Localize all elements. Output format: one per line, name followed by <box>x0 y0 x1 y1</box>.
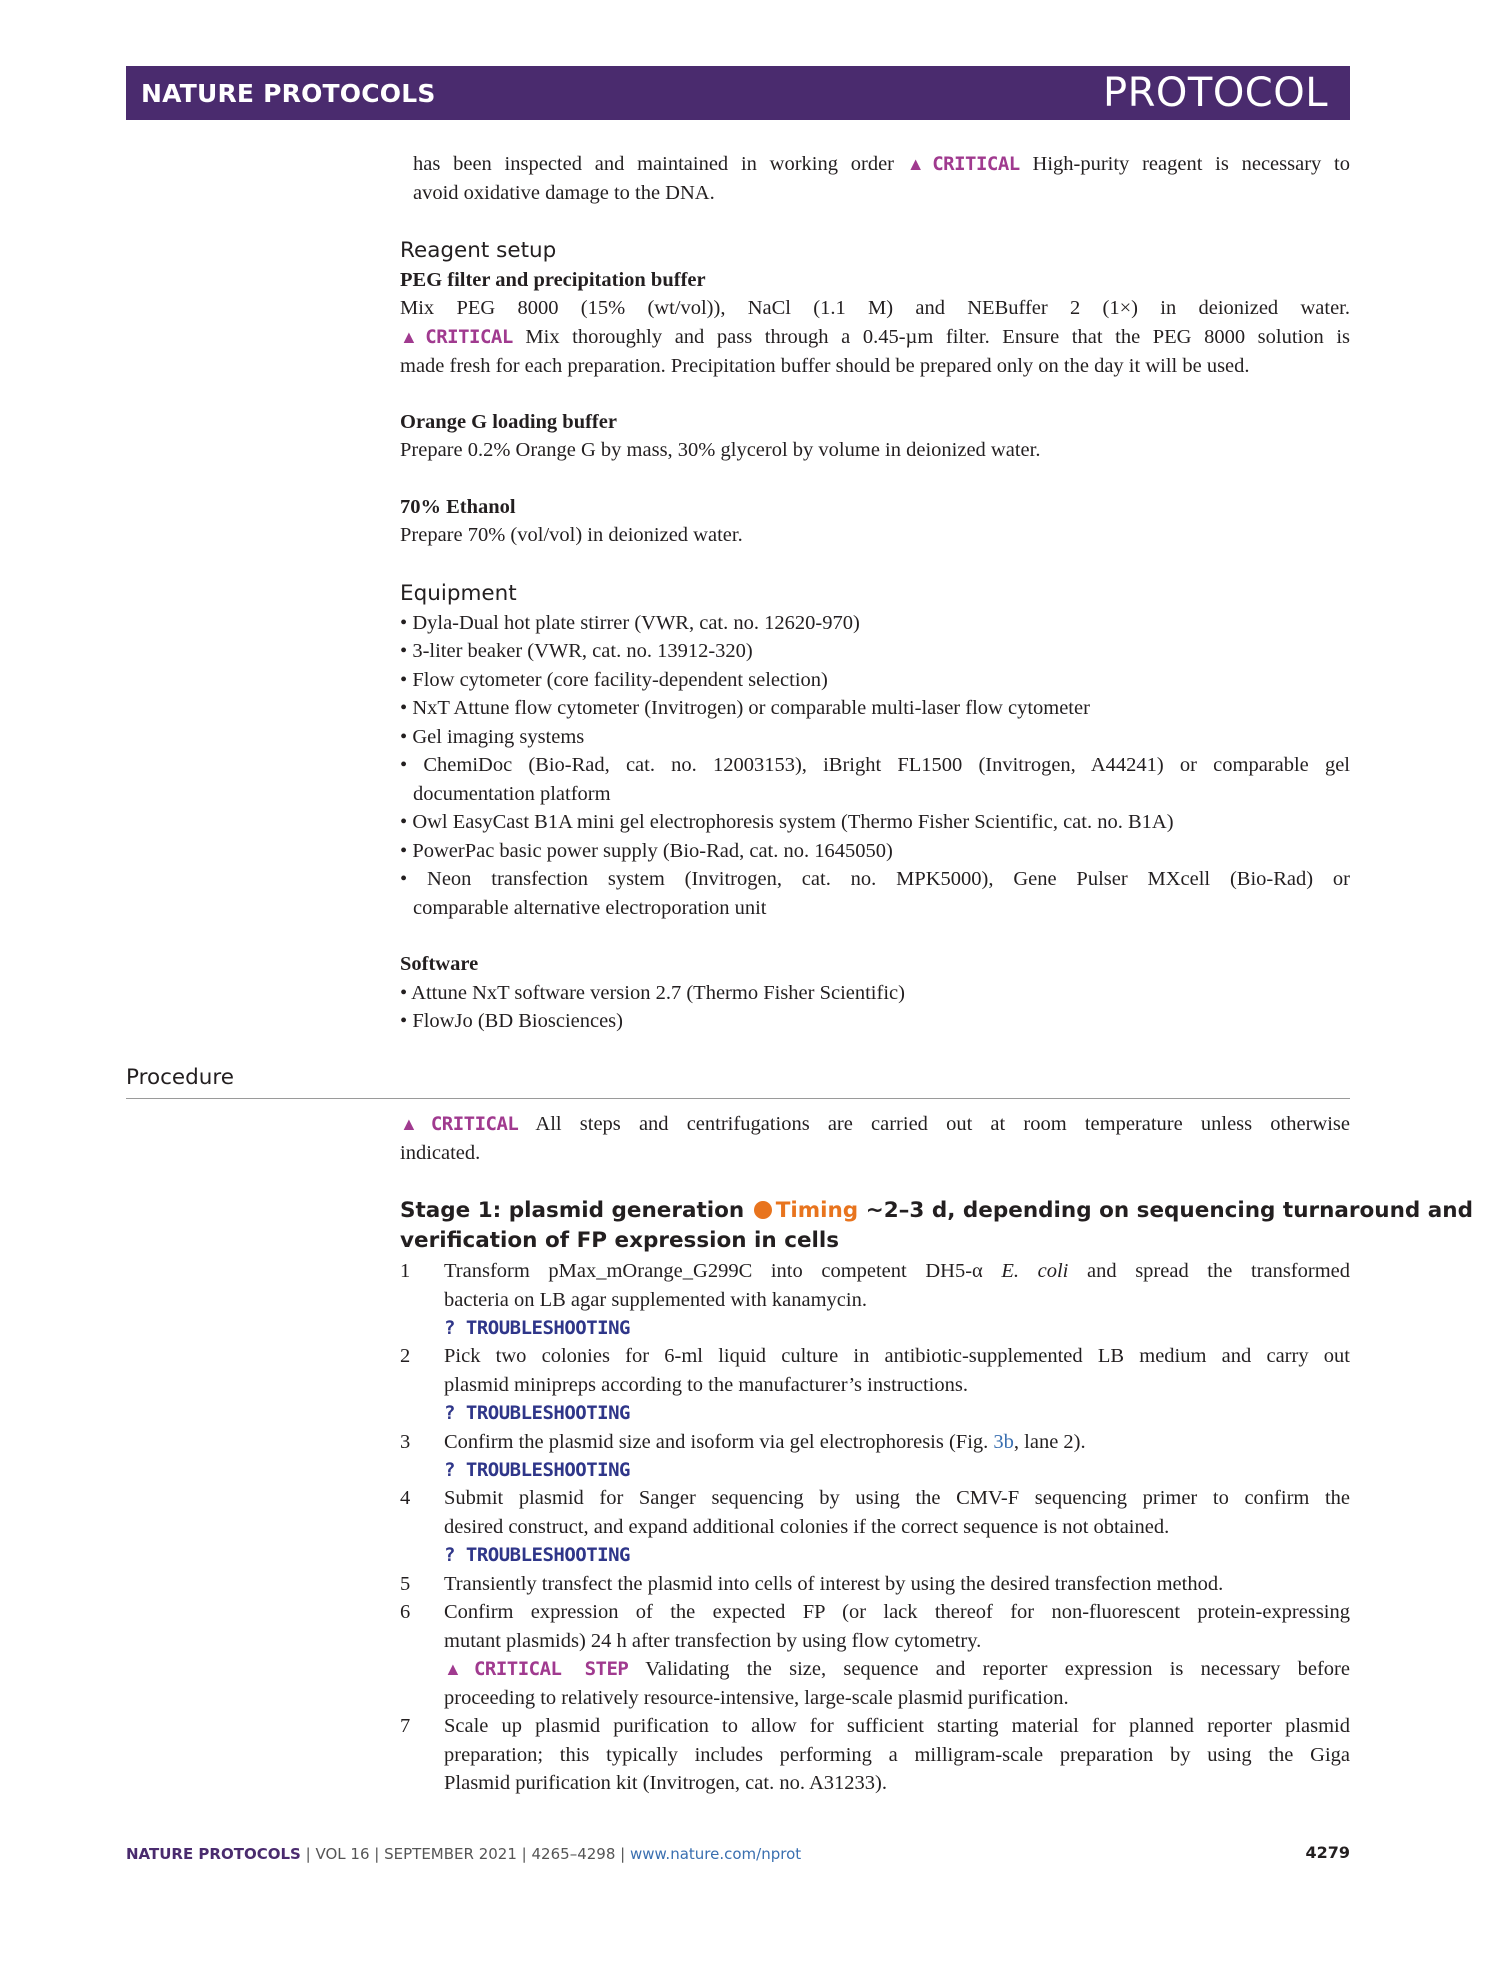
journal-name: NATURE PROTOCOLS <box>141 79 436 108</box>
critical-label: CRITICAL <box>425 326 513 348</box>
peg-line-1: Mix PEG 8000 (15% (wt/vol)), NaCl (1.1 M) and NEBuffer 2 (1×) in deionized water. <box>400 297 1350 319</box>
step-6-line-2: mutant plasmids) 24 h after transfection by using flow cytometry. <box>444 1630 982 1652</box>
step-2-line-2: plasmid minipreps according to the manufacturer’s instructions. <box>444 1374 968 1396</box>
equipment-item-cont: documentation platform <box>413 783 611 805</box>
step-5-line-1: Transiently transfect the plasmid into cells of interest by using the desired transfection method. <box>444 1573 1224 1595</box>
step-number: 6 <box>400 1601 411 1623</box>
journal-header-bar <box>126 66 1350 120</box>
ethanol-title: 70% Ethanol <box>400 496 516 518</box>
equipment-item: • Owl EasyCast B1A mini gel electrophoresis system (Thermo Fisher Scientific, cat. no. B1A) <box>400 811 1174 833</box>
troubleshooting-link[interactable]: ? TROUBLESHOOTING <box>444 1459 630 1481</box>
troubleshooting-link[interactable]: ? TROUBLESHOOTING <box>444 1544 630 1566</box>
orange-g-text: Prepare 0.2% Orange G by mass, 30% glycerol by volume in deionized water. <box>400 439 1041 461</box>
equipment-item: • ChemiDoc (Bio-Rad, cat. no. 12003153), iBright FL1500 (Invitrogen, A44241) or comparable gel <box>400 754 1350 776</box>
step-number: 7 <box>400 1715 411 1737</box>
critical-triangle-icon: ▲ <box>444 1659 474 1679</box>
equipment-heading: Equipment <box>400 581 517 606</box>
step-3-line-1: Confirm the plasmid size and isoform via gel electrophoresis (Fig. 3b, lane 2). <box>444 1431 1086 1453</box>
procedure-critical-line-2: indicated. <box>400 1142 481 1164</box>
footer-citation: NATURE PROTOCOLS | VOL 16 | SEPTEMBER 2021 | 4265–4298 | www.nature.com/nprot <box>126 1845 802 1863</box>
procedure-critical-line-1: ▲CRITICAL All steps and centrifugations are carried out at room temperature unless otherwise <box>400 1113 1350 1135</box>
page-number: 4279 <box>1305 1843 1350 1862</box>
step-6-line-1: Confirm expression of the expected FP (or lack thereof for non-fluorescent protein-expressing <box>444 1601 1350 1623</box>
article-type: PROTOCOL <box>1102 70 1328 116</box>
stage-1-heading-line-2: verification of FP expression in cells <box>400 1228 840 1253</box>
ethanol-text: Prepare 70% (vol/vol) in deionized water. <box>400 524 743 546</box>
equipment-item: • Flow cytometer (core facility-dependent selection) <box>400 669 828 691</box>
critical-triangle-icon: ▲ <box>400 327 426 347</box>
step-number: 4 <box>400 1487 411 1509</box>
equipment-item: • Gel imaging systems <box>400 726 585 748</box>
software-heading: Software <box>400 953 479 975</box>
critical-label: CRITICAL <box>430 1113 519 1135</box>
equipment-item-cont: comparable alternative electroporation unit <box>413 897 767 919</box>
step-4-line-2: desired construct, and expand additional colonies if the correct sequence is not obtained. <box>444 1516 1170 1538</box>
reagent-setup-heading: Reagent setup <box>400 238 557 263</box>
peg-line-3: made fresh for each preparation. Precipitation buffer should be prepared only on the day it will be used. <box>400 355 1250 377</box>
equipment-item: • Dyla-Dual hot plate stirrer (VWR, cat. no. 12620-970) <box>400 612 860 634</box>
equipment-item: • 3-liter beaker (VWR, cat. no. 13912-320) <box>400 640 753 662</box>
step-1-line-2: bacteria on LB agar supplemented with kanamycin. <box>444 1289 867 1311</box>
equipment-item: • Neon transfection system (Invitrogen, cat. no. MPK5000), Gene Pulser MXcell (Bio-Rad) or <box>400 868 1350 890</box>
critical-label: CRITICAL <box>932 153 1020 175</box>
troubleshooting-link[interactable]: ? TROUBLESHOOTING <box>444 1317 630 1339</box>
step-7-line-2: preparation; this typically includes performing a milligram-scale preparation by using the Giga <box>444 1744 1350 1766</box>
step-7-line-3: Plasmid purification kit (Invitrogen, cat. no. A31233). <box>444 1772 887 1794</box>
software-item: • FlowJo (BD Biosciences) <box>400 1010 623 1032</box>
step-1-line-1: Transform pMax_mOrange_G299C into competent DH5-α E. coli and spread the transformed <box>444 1260 1350 1282</box>
software-item: • Attune NxT software version 2.7 (Thermo Fisher Scientific) <box>400 982 905 1004</box>
step-2-line-1: Pick two colonies for 6-ml liquid culture in antibiotic-supplemented LB medium and carry out <box>444 1345 1350 1367</box>
procedure-heading: Procedure <box>126 1065 235 1090</box>
section-divider <box>126 1098 1350 1099</box>
stage-1-heading: Stage 1: plasmid generation Timing ~2–3 d, depending on sequencing turnaround and <box>400 1198 1473 1223</box>
timing-icon <box>754 1201 772 1219</box>
step-number: 5 <box>400 1573 411 1595</box>
step-7-line-1: Scale up plasmid purification to allow for sufficient starting material for planned reporter plasmid <box>444 1715 1350 1737</box>
step-6-critical-step: ▲CRITICAL STEP Validating the size, sequence and reporter expression is necessary before <box>444 1658 1350 1680</box>
top-line-1: has been inspected and maintained in working order ▲CRITICAL High-purity reagent is necessary to <box>413 153 1350 175</box>
peg-line-2: ▲CRITICAL Mix thoroughly and pass through a 0.45-µm filter. Ensure that the PEG 8000 solution is <box>400 326 1350 348</box>
critical-step-label: CRITICAL STEP <box>473 1658 629 1680</box>
journal-url-link[interactable]: www.nature.com/nprot <box>630 1845 802 1863</box>
step-6-line-4: proceeding to relatively resource-intensive, large-scale plasmid purification. <box>444 1687 1069 1709</box>
figure-link[interactable]: 3b <box>993 1431 1014 1453</box>
equipment-item: • NxT Attune flow cytometer (Invitrogen) or comparable multi-laser flow cytometer <box>400 697 1090 719</box>
step-number: 3 <box>400 1431 411 1453</box>
step-number: 2 <box>400 1345 411 1367</box>
top-line-2: avoid oxidative damage to the DNA. <box>413 182 715 204</box>
step-number: 1 <box>400 1260 411 1282</box>
equipment-item: • PowerPac basic power supply (Bio-Rad, cat. no. 1645050) <box>400 840 893 862</box>
critical-triangle-icon: ▲ <box>906 154 933 174</box>
troubleshooting-link[interactable]: ? TROUBLESHOOTING <box>444 1402 630 1424</box>
orange-g-title: Orange G loading buffer <box>400 411 617 433</box>
step-4-line-1: Submit plasmid for Sanger sequencing by using the CMV-F sequencing primer to confirm the <box>444 1487 1350 1509</box>
timing-label: Timing <box>775 1198 859 1223</box>
peg-buffer-title: PEG filter and precipitation buffer <box>400 269 706 291</box>
critical-triangle-icon: ▲ <box>400 1114 431 1134</box>
